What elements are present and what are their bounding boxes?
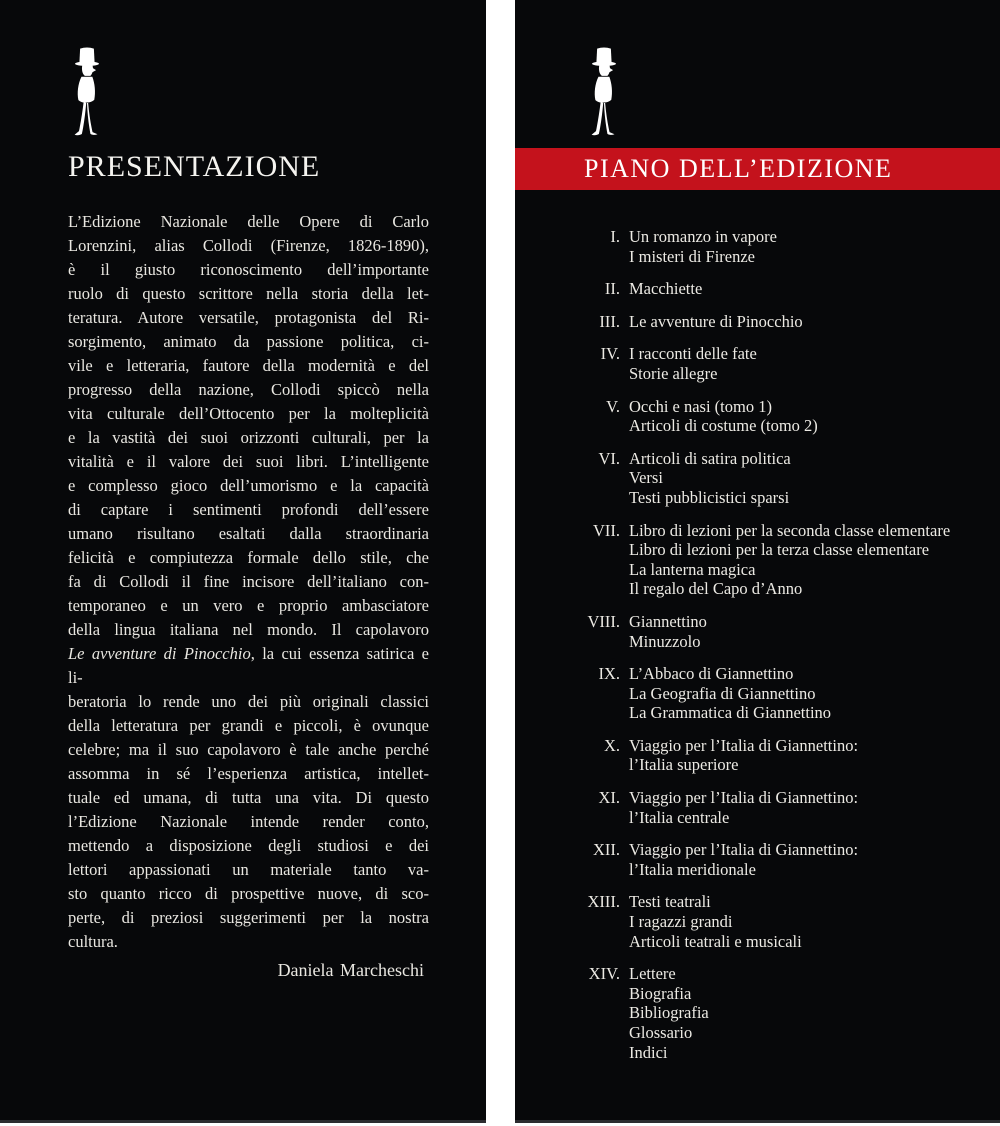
plan-item bbox=[515, 449, 1000, 508]
plan-item-numeral: III. bbox=[599, 311, 620, 331]
plan-item-title: Viaggio per l’Italia di Giannettino: bbox=[629, 788, 859, 808]
flap-gap-divider bbox=[486, 0, 515, 1126]
plan-item bbox=[515, 312, 1000, 332]
plan-item bbox=[515, 840, 1000, 879]
plan-item bbox=[515, 397, 1000, 436]
paragraph-line: felicità e compiutezza formale dello stile, che bbox=[68, 548, 429, 567]
pinocchio-silhouette-icon bbox=[583, 44, 625, 142]
plan-item bbox=[515, 521, 1000, 599]
plan-item-title: Le avventure di Pinocchio bbox=[629, 311, 803, 331]
paragraph-line: ruolo di questo scrittore nella storia della let- bbox=[68, 284, 429, 303]
edition-plan-flap bbox=[515, 0, 1000, 1123]
paragraph-line: della letteratura per grandi e piccoli, è ovunque bbox=[68, 716, 429, 735]
paragraph-line: umano risultano esaltati dalla straordinaria bbox=[68, 524, 429, 543]
plan-item bbox=[515, 612, 1000, 651]
paragraph-line: sto quanto ricco di prospettive nuove, di sco- bbox=[68, 884, 429, 903]
plan-item-titles bbox=[620, 612, 1000, 651]
paragraph-line: cultura. bbox=[68, 932, 118, 951]
plan-item-title: Articoli di satira politica bbox=[629, 448, 791, 468]
paragraph-line: beratoria lo rende uno dei più originali classici bbox=[68, 692, 429, 711]
plan-item-title: Giannettino bbox=[629, 611, 707, 631]
plan-item-title: l’Italia centrale bbox=[629, 807, 730, 827]
plan-item-title: Testi pubblicistici sparsi bbox=[629, 487, 790, 507]
plan-item-title: I racconti delle fate bbox=[629, 344, 757, 364]
paragraph-line: assomma in sé l’esperienza artistica, intellet- bbox=[68, 764, 429, 783]
plan-item-title: Il regalo del Capo d’Anno bbox=[629, 579, 803, 599]
plan-item-title: l’Italia meridionale bbox=[629, 859, 756, 879]
paragraph-line: e complesso gioco dell’umorismo e la capacità bbox=[68, 476, 429, 495]
presentation-paragraph bbox=[68, 210, 429, 954]
plan-item-numeral: VII. bbox=[592, 520, 620, 540]
paragraph-line: fa di Collodi il fine incisore dell’italiano con- bbox=[68, 572, 429, 591]
paragraph-line: e la vastità dei suoi orizzonti culturali, per la bbox=[68, 428, 429, 447]
paragraph-line: vile e letteraria, fautore della modernità e del bbox=[68, 356, 429, 375]
plan-item-title: Macchiette bbox=[629, 279, 703, 299]
plan-item-numeral: IV. bbox=[600, 344, 620, 364]
plan-item-title: Testi teatrali bbox=[629, 892, 711, 912]
plan-item-titles bbox=[620, 227, 1000, 266]
plan-item bbox=[515, 664, 1000, 723]
plan-item-numeral: V. bbox=[606, 396, 620, 416]
plan-item-title: Minuzzolo bbox=[629, 631, 701, 651]
presentation-flap bbox=[0, 0, 486, 1123]
plan-item-titles bbox=[620, 521, 1000, 599]
plan-item bbox=[515, 736, 1000, 775]
plan-item-titles bbox=[620, 312, 1000, 332]
plan-item-title: Viaggio per l’Italia di Giannettino: bbox=[629, 840, 859, 860]
paragraph-line: mettendo a disposizione degli studiosi e dei bbox=[68, 836, 429, 855]
plan-item-title: Versi bbox=[629, 468, 663, 488]
plan-item-title: La Geografia di Giannettino bbox=[629, 683, 816, 703]
plan-item-title: Glossario bbox=[629, 1023, 693, 1042]
paragraph-line: è il giusto riconoscimento dell’importante bbox=[68, 260, 429, 279]
paragraph-line: L’Edizione Nazionale delle Opere di Carlo bbox=[68, 212, 429, 231]
plan-item-title: Biografia bbox=[629, 983, 692, 1003]
plan-item bbox=[515, 227, 1000, 266]
paragraph-line: progresso della nazione, Collodi spiccò nella bbox=[68, 380, 429, 399]
plan-item-numeral: VIII. bbox=[587, 611, 620, 631]
plan-item-titles bbox=[620, 449, 1000, 508]
plan-item-numeral: XI. bbox=[598, 788, 620, 808]
plan-item-numeral: II. bbox=[604, 279, 620, 299]
plan-item-numeral: XII. bbox=[592, 840, 620, 860]
plan-item-title: Libro di lezioni per la seconda classe elementare bbox=[629, 520, 951, 540]
plan-item bbox=[515, 964, 1000, 1062]
plan-item-titles bbox=[620, 664, 1000, 723]
paragraph-line: perte, di preziosi suggerimenti per la nostra bbox=[68, 908, 429, 927]
paragraph-line: di captare i sentimenti profondi dell’essere bbox=[68, 500, 429, 519]
plan-item-title: l’Italia superiore bbox=[629, 755, 739, 775]
plan-item-numeral: IX. bbox=[598, 664, 620, 684]
plan-item-title: Indici bbox=[629, 1042, 668, 1062]
plan-item-title: Viaggio per l’Italia di Giannettino: bbox=[629, 735, 859, 755]
plan-item-title: La Grammatica di Giannettino bbox=[629, 703, 832, 723]
plan-item-title: Articoli teatrali e musicali bbox=[629, 931, 802, 951]
plan-item-title: Bibliografia bbox=[629, 1003, 709, 1023]
paragraph-line: teratura. Autore versatile, protagonista del Ri- bbox=[68, 308, 429, 327]
attribution: Daniela Marcheschi bbox=[277, 960, 424, 980]
paragraph-line: tuale ed umana, di tutta una vita. Di questo bbox=[68, 788, 429, 807]
pinocchio-silhouette-icon bbox=[66, 44, 108, 142]
plan-item bbox=[515, 892, 1000, 951]
plan-item-title: Un romanzo in vapore bbox=[629, 227, 777, 246]
presentation-heading: PRESENTAZIONE bbox=[68, 150, 321, 183]
plan-item-title: Occhi e nasi (tomo 1) bbox=[629, 396, 772, 416]
paragraph-line: sorgimento, animato da passione politica, ci- bbox=[68, 332, 429, 351]
plan-item-title: I ragazzi grandi bbox=[629, 912, 733, 932]
edition-plan-list bbox=[515, 227, 1000, 1075]
plan-item-titles bbox=[620, 964, 1000, 1062]
plan-item-titles bbox=[620, 279, 1000, 299]
plan-item-title: Lettere bbox=[629, 964, 676, 984]
plan-item-numeral: XIV. bbox=[588, 964, 620, 984]
paragraph-line: temporaneo e un vero e proprio ambasciatore bbox=[68, 596, 429, 615]
plan-item bbox=[515, 279, 1000, 299]
plan-item-title: Storie allegre bbox=[629, 363, 718, 383]
paragraph-line: della lingua italiana nel mondo. Il capolavoro bbox=[68, 620, 429, 639]
plan-item-numeral: VI. bbox=[598, 448, 620, 468]
plan-item-title: I misteri di Firenze bbox=[629, 246, 756, 266]
plan-item-title: L’Abbaco di Giannettino bbox=[629, 664, 794, 684]
plan-item-titles bbox=[620, 344, 1000, 383]
plan-item bbox=[515, 344, 1000, 383]
plan-item bbox=[515, 788, 1000, 827]
plan-item-titles bbox=[620, 840, 1000, 879]
plan-item-numeral: XIII. bbox=[587, 892, 620, 912]
plan-item-titles bbox=[620, 736, 1000, 775]
plan-item-title: Libro di lezioni per la terza classe elementare bbox=[629, 540, 930, 560]
paragraph-line: Le avventure di Pinocchio, la cui essenza satirica e li- bbox=[68, 644, 429, 687]
paragraph-line: Lorenzini, alias Collodi (Firenze, 1826-1890), bbox=[68, 236, 429, 255]
plan-item-titles bbox=[620, 397, 1000, 436]
paragraph-line: vita culturale dell’Ottocento per la molteplicità bbox=[68, 404, 429, 423]
plan-item-title: Articoli di costume (tomo 2) bbox=[629, 416, 818, 436]
plan-item-numeral: X. bbox=[603, 735, 620, 755]
plan-item-numeral: I. bbox=[610, 227, 620, 246]
paragraph-line: l’Edizione Nazionale intende render conto, bbox=[68, 812, 429, 831]
plan-item-title: La lanterna magica bbox=[629, 559, 756, 579]
plan-item-titles bbox=[620, 892, 1000, 951]
paragraph-line: celebre; ma il suo capolavoro è tale anche perché bbox=[68, 740, 429, 759]
edition-plan-title: PIANO DELL’EDIZIONE bbox=[584, 154, 893, 183]
paragraph-line: lettori appassionati un materiale tanto va- bbox=[68, 860, 429, 879]
edition-plan-banner bbox=[515, 148, 1000, 190]
plan-item-titles bbox=[620, 788, 1000, 827]
paragraph-line: vitalità e il valore dei suoi libri. L’intelligente bbox=[68, 452, 429, 471]
